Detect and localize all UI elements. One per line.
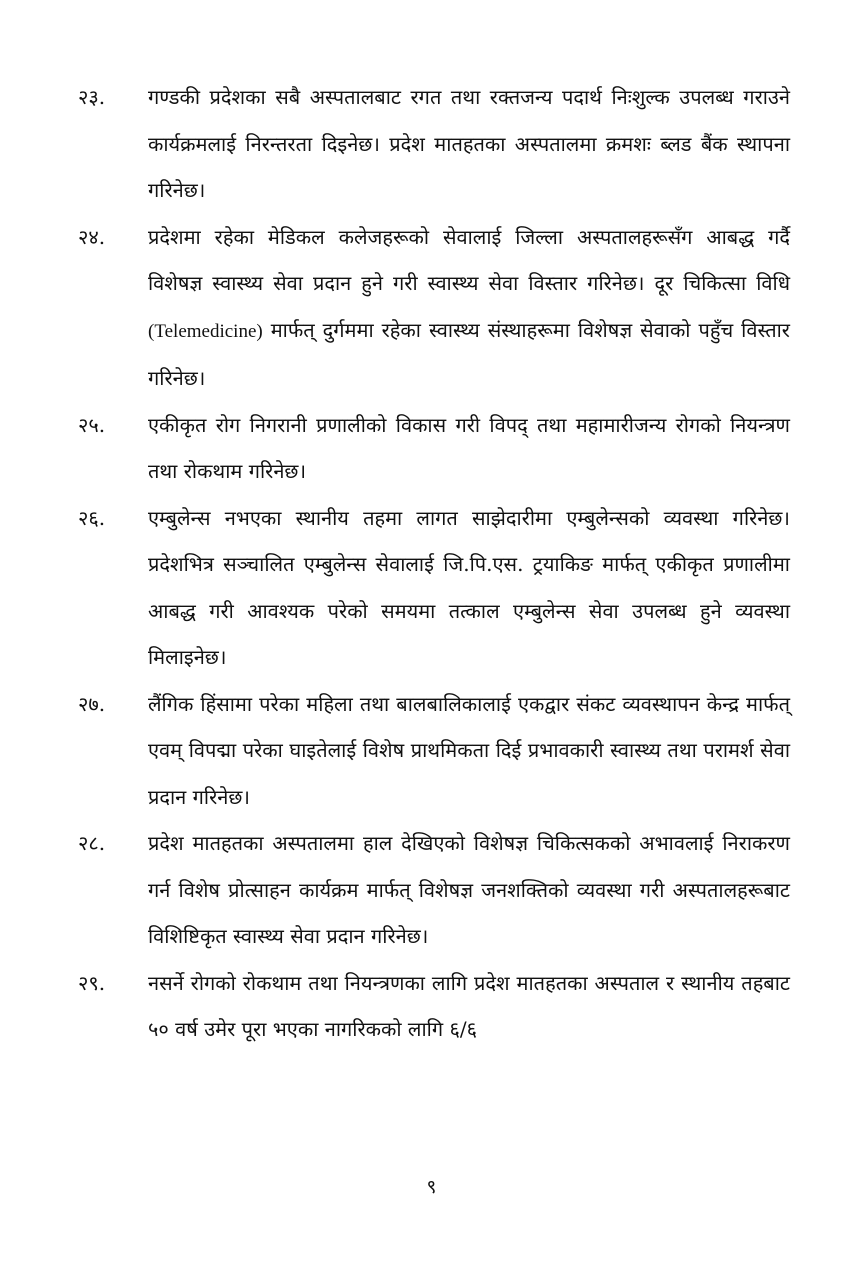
item-number: २६. (78, 505, 106, 530)
item-number: २७. (78, 691, 106, 716)
item-text: गण्डकी प्रदेशका सबै अस्पतालबाट रगत तथा रक्तजन्य पदार्थ निःशुल्क उपलब्ध गराउने कार्यक्रमलाई निरन्तरता दिइनेछ। प्रदेश मातहतका अस्पतालमा क्रमशः ब्लड बैंक स्थापना गरिनेछ। (148, 85, 790, 202)
item-number: २३. (78, 85, 106, 109)
item-text (148, 214, 790, 402)
item-number: २५. (78, 412, 106, 437)
item-text-part: मार्फत् दुर्गममा रहेका स्वास्थ्य संस्थाहरूमा विशेषज्ञ सेवाको पहुँच विस्तार गरिनेछ। (148, 317, 790, 390)
item-text: एम्बुलेन्स नभएका स्थानीय तहमा लागत साझेदारीमा एम्बुलेन्सको व्यवस्था गरिनेछ। प्रदेशभित्र सञ्चालित एम्बुलेन्स सेवालाई जि.पि.एस. ट्रयाकिङ मार्फत् एकीकृत प्रणालीमा आबद्ध गरी आवश्यक परेको समयमा तत्काल एम्बुलेन्स सेवा उपलब्ध हुने व्यवस्था मिलाइनेछ। (148, 505, 790, 669)
list-item-28 (78, 820, 790, 960)
item-text: नसर्ने रोगको रोकथाम तथा नियन्त्रणका लागि प्रदेश मातहतका अस्पताल र स्थानीय तहबाट ५० वर्ष उमेर पूरा भएका नागरिकको लागि ६/६ (148, 970, 790, 1041)
item-number: २९. (78, 970, 106, 995)
page-number: ९ (426, 1176, 437, 1198)
item-text: लैंगिक हिंसामा परेका महिला तथा बालबालिकालाई एकद्वार संकट व्यवस्थापन केन्द्र मार्फत् एवम् विपद्मा परेका घाइतेलाई विशेष प्राथमिकता दिई प्रभावकारी स्वास्थ्य तथा परामर्श सेवा प्रदान गरिनेछ। (148, 691, 790, 809)
list-item-24 (78, 214, 790, 402)
item-number: २८. (78, 831, 106, 855)
list-item-29 (78, 960, 790, 1053)
list-item-27 (78, 681, 790, 821)
item-text-part: प्रदेशमा रहेका मेडिकल कलेजहरूको सेवालाई जिल्ला अस्पतालहरूसँग आबद्ध गर्दै विशेषज्ञ स्वास्थ्य सेवा प्रदान हुने गरी स्वास्थ्य सेवा विस्तार गरिनेछ। दूर चिकित्सा विधि (148, 224, 790, 295)
list-item-23 (78, 74, 790, 214)
item-number: २४. (78, 224, 106, 249)
list-item-26 (78, 495, 790, 681)
numbered-list (78, 74, 790, 1053)
item-text: एकीकृत रोग निगरानी प्रणालीको विकास गरी विपद् तथा महामारीजन्य रोगको नियन्त्रण तथा रोकथाम गरिनेछ। (148, 412, 790, 483)
list-item-25 (78, 402, 790, 495)
item-text: प्रदेश मातहतका अस्पतालमा हाल देखिएको विशेषज्ञ चिकित्सकको अभावलाई निराकरण गर्न विशेष प्रोत्साहन कार्यक्रम मार्फत् विशेषज्ञ जनशक्तिको व्यवस्था गरी अस्पतालहरूबाट विशिष्टिकृत स्वास्थ्य सेवा प्रदान गरिनेछ। (148, 831, 790, 948)
item-text-latin: (Telemedicine) (148, 320, 263, 342)
